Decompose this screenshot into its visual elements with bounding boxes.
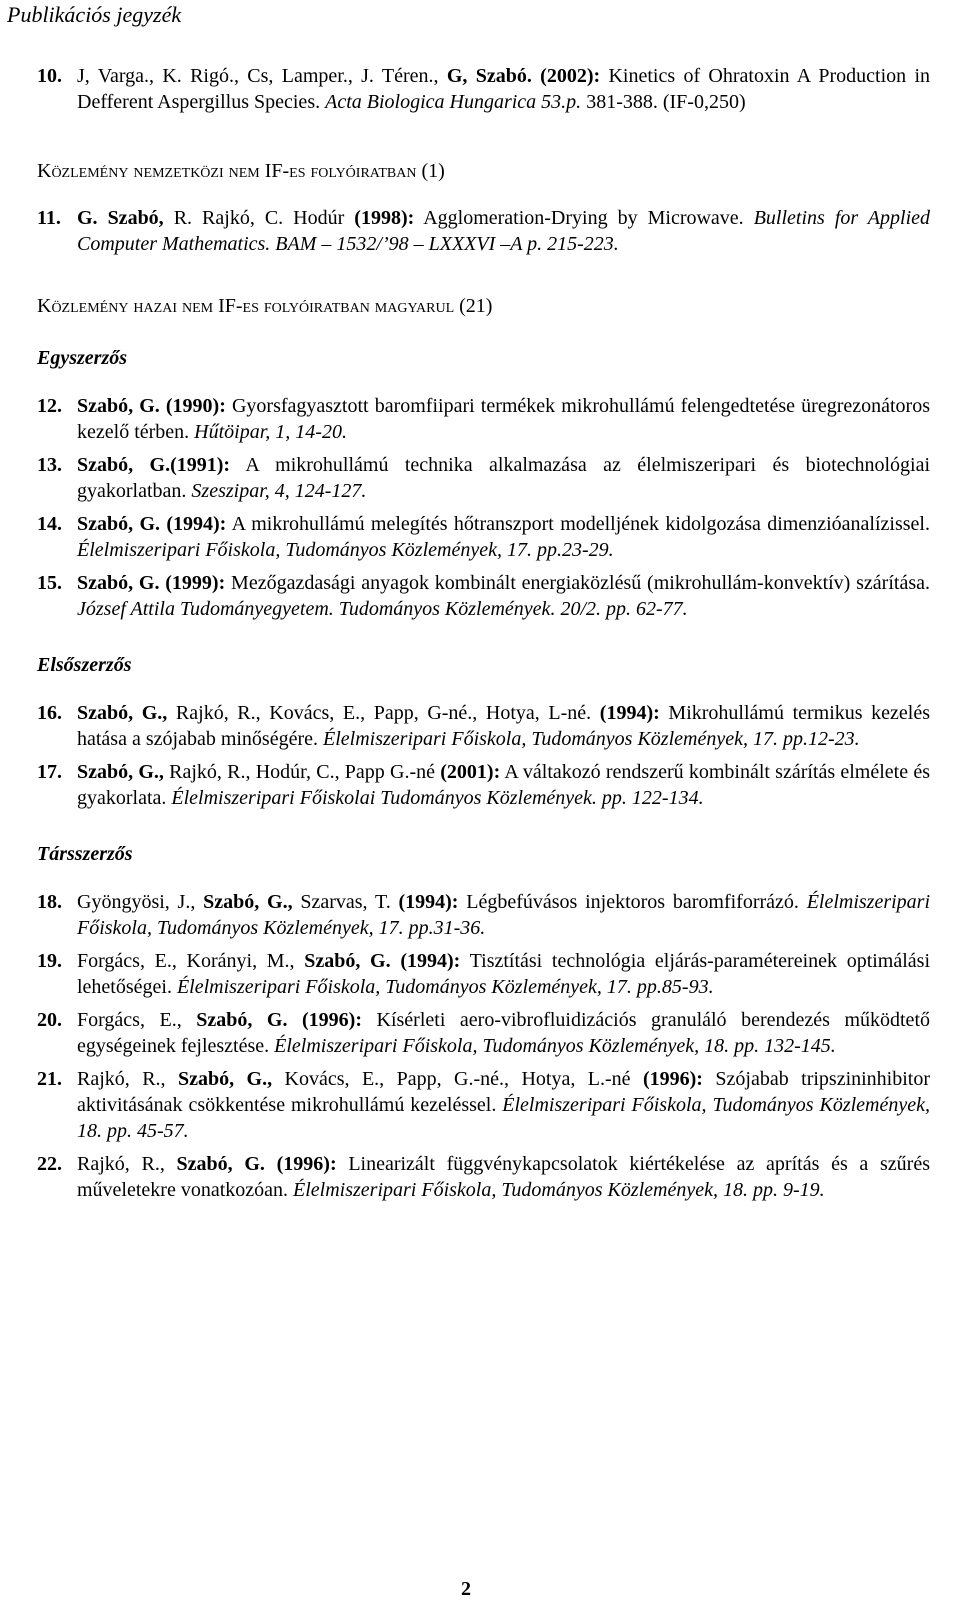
- entry-number: 10.: [37, 65, 62, 87]
- publication-11: [37, 205, 930, 257]
- publication-20: [37, 1007, 930, 1059]
- journal: József Attila Tudományegyetem. Tudományos Közlemények. 20/2. pp. 62-77.: [77, 598, 688, 620]
- publication-12: [37, 393, 930, 445]
- section-heading-international: Közlemény nemzetközi nem IF-es folyóiratban (1): [37, 160, 445, 182]
- year: (1994):: [599, 702, 660, 724]
- journal: Bulletins for Applied Computer Mathematics. BAM – 1532/’98 – LXXXVI –A p. 215-223.: [77, 207, 931, 255]
- author-highlight: Szabó, G.: [196, 1009, 288, 1031]
- authors: Rajkó, R.,: [77, 1153, 165, 1175]
- publication-16: [37, 700, 930, 752]
- entry-number: 14.: [37, 513, 62, 535]
- subsection-co-author: Társszerzős: [37, 843, 133, 865]
- authors: Szarvas, T.: [300, 891, 391, 913]
- author-highlight: Szabó, G.,: [203, 891, 293, 913]
- publication-21: [37, 1066, 930, 1144]
- entry-number: 13.: [37, 454, 62, 476]
- pages: 381-388. (IF-0,250): [586, 91, 746, 113]
- title: Gyorsfagyasztott baromfiipari termékek mikrohullámú felengedtetése üregrezonátoros kezelő térben.: [77, 395, 930, 443]
- author-highlight: Szabó, G.,: [77, 702, 168, 724]
- author-highlight: G. Szabó,: [77, 207, 164, 229]
- journal: Élelmiszeripari Főiskolai Tudományos Közlemények. pp. 122-134.: [171, 787, 704, 809]
- authors: Forgács, E., Korányi, M.,: [77, 950, 295, 972]
- authors: Rajkó, R., Kovács, E., Papp, G-né., Hotya, L-né.: [175, 702, 592, 724]
- journal: Élelmiszeripari Főiskola, Tudományos Közlemények, 18. pp. 45-57.: [77, 1094, 931, 1142]
- page-number: 2: [461, 1578, 471, 1600]
- authors: Kovács, E., Papp, G.-né., Hotya, L.-né: [284, 1068, 631, 1090]
- author-year: Szabó, G.(1991):: [77, 454, 231, 476]
- authors: Rajkó, R.,: [77, 1068, 166, 1090]
- entry-number: 20.: [37, 1009, 62, 1031]
- author-year: Szabó, G. (1999):: [77, 572, 226, 594]
- publication-list: [37, 63, 930, 1210]
- year: (1996):: [276, 1153, 337, 1175]
- publication-10: [37, 63, 930, 115]
- publication-15: [37, 570, 930, 622]
- entry-number: 19.: [37, 950, 62, 972]
- author-highlight: Szabó, G.: [304, 950, 391, 972]
- publication-13: [37, 452, 930, 504]
- publication-17: [37, 759, 930, 811]
- entry-number: 15.: [37, 572, 62, 594]
- author-highlight: Szabó, G.,: [77, 761, 164, 783]
- year: (2001):: [440, 761, 501, 783]
- publication-19: [37, 948, 930, 1000]
- subsection-first-author: Elsőszerzős: [37, 654, 132, 676]
- journal: Élelmiszeripari Főiskola, Tudományos Közlemények, 17. pp.31-36.: [77, 891, 931, 939]
- section-heading-domestic: Közlemény hazai nem IF-es folyóiratban magyarul (21): [37, 295, 493, 317]
- title: A mikrohullámú technika alkalmazása az élelmiszeripari és biotechnológiai gyakorlatban.: [77, 454, 930, 502]
- year: (1994):: [398, 891, 459, 913]
- journal: Szeszipar, 4, 124-127.: [191, 480, 367, 502]
- title: A váltakozó rendszerű kombinált szárítás elmélete és gyakorlata.: [77, 761, 930, 809]
- authors: Forgács, E.,: [77, 1009, 182, 1031]
- authors: Gyöngyösi, J.,: [77, 891, 196, 913]
- title: Mikrohullámú termikus kezelés hatása a szójabab minőségére.: [77, 702, 931, 750]
- authors: R. Rajkó, C. Hodúr: [173, 207, 345, 229]
- year: (1998):: [354, 207, 415, 229]
- journal: Acta Biologica Hungarica 53.p.: [325, 91, 582, 113]
- title: Légbefúvásos injektoros baromfiforrázó.: [466, 891, 799, 913]
- page-header: Publikációs jegyzék: [7, 2, 182, 27]
- journal: Élelmiszeripari Főiskola, Tudományos Közlemények, 17. pp.12-23.: [323, 728, 860, 750]
- title: Szójabab tripszininhibitor aktivitásának csökkentése mikrohullámú kezeléssel.: [77, 1068, 931, 1116]
- author-year: Szabó, G. (1990):: [77, 395, 226, 417]
- author-year: Szabó, G. (1994):: [77, 513, 227, 535]
- year: (1996):: [302, 1009, 362, 1031]
- title: Tisztítási technológia eljárás-paramétereinek optimálási lehetőségei.: [77, 950, 931, 998]
- title: Kísérleti aero-vibrofluidizációs granuláló berendezés működtető egységeinek fejlesztése.: [77, 1009, 930, 1057]
- publication-22: [37, 1151, 930, 1203]
- year: (2002):: [540, 65, 601, 87]
- journal: Élelmiszeripari Főiskola, Tudományos Közlemények, 18. pp. 9-19.: [293, 1179, 825, 1201]
- title: A mikrohullámú melegítés hőtranszport modelljének kidolgozása dimenzióanalízissel.: [231, 513, 930, 535]
- author-highlight: Szabó, G.,: [177, 1068, 273, 1090]
- author-highlight: G, Szabó.: [446, 65, 532, 87]
- journal: Élelmiszeripari Főiskola, Tudományos Közlemények, 17. pp.23-29.: [77, 539, 614, 561]
- journal: Élelmiszeripari Főiskola, Tudományos Közlemények, 17. pp.85-93.: [176, 976, 714, 998]
- entry-number: 18.: [37, 891, 62, 913]
- journal: Hűtöipar, 1, 14-20.: [194, 421, 347, 443]
- entry-number: 22.: [37, 1153, 62, 1175]
- title: Agglomeration-Drying by Microwave.: [423, 207, 744, 229]
- entry-number: 11.: [37, 207, 61, 229]
- title: Mezőgazdasági anyagok kombinált energiaközlésű (mikrohullám-konvektív) szárítása.: [231, 572, 930, 594]
- title: Linearizált függvénykapcsolatok kiértékelése az aprítás és a szűrés műveletekre vonatkozóan.: [77, 1153, 930, 1201]
- author-highlight: Szabó, G.: [176, 1153, 265, 1175]
- year: (1996):: [642, 1068, 703, 1090]
- entry-number: 21.: [37, 1068, 62, 1090]
- year: (1994):: [400, 950, 461, 972]
- entry-number: 16.: [37, 702, 62, 724]
- journal: Élelmiszeripari Főiskola, Tudományos Közlemények, 18. pp. 132-145.: [274, 1035, 836, 1057]
- authors: J, Varga., K. Rigó., Cs, Lamper., J. Téren.,: [77, 65, 439, 87]
- subsection-single-author: Egyszerzős: [37, 347, 128, 369]
- publication-18: [37, 889, 930, 941]
- entry-number: 17.: [37, 761, 62, 783]
- title: Kinetics of Ohratoxin A Production in Defferent Aspergillus Species.: [77, 65, 931, 113]
- authors: Rajkó, R., Hodúr, C., Papp G.-né: [169, 761, 436, 783]
- entry-number: 12.: [37, 395, 62, 417]
- publication-14: [37, 511, 930, 563]
